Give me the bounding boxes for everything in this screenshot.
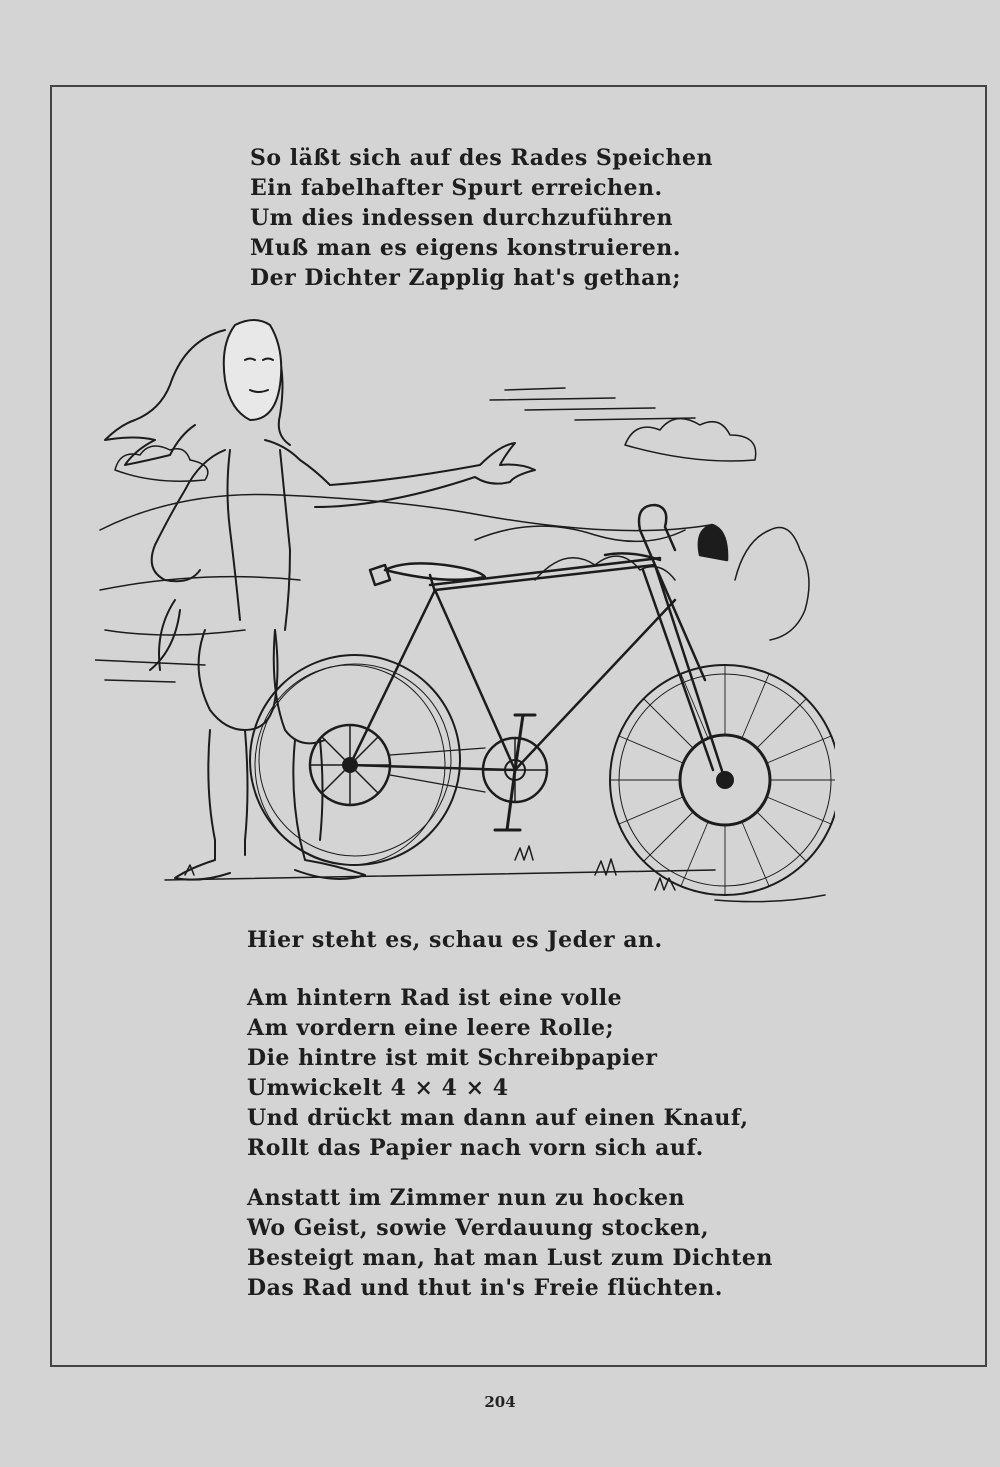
page-number: 204 (484, 1393, 516, 1411)
bicycle-frame (350, 505, 727, 780)
stanza-3 (247, 983, 749, 1163)
verse-line: Und drückt man dann auf einen Knauf, (247, 1105, 749, 1131)
stanza-4 (247, 1183, 773, 1303)
verse-line: Am hintern Rad ist eine volle (247, 985, 623, 1011)
verse-line: Anstatt im Zimmer nun zu hocken (247, 1185, 685, 1211)
verse-line: Um dies indessen durchzuführen (250, 205, 673, 231)
stanza-1 (250, 143, 713, 293)
chainring (390, 715, 547, 830)
grass (165, 846, 825, 902)
verse-line: Wo Geist, sowie Verdauung stocken, (247, 1215, 710, 1241)
verse-line: Hier steht es, schau es Jeder an. (247, 927, 663, 953)
stanza-2 (247, 925, 663, 955)
poet-figure (105, 320, 535, 880)
verse-line: Der Dichter Zapplig hat's gethan; (250, 265, 681, 291)
verse-line: Die hintre ist mit Schreibpapier (247, 1045, 658, 1071)
poet-bicycle-illustration (95, 300, 835, 920)
verse-line: Muß man es eigens konstruieren. (250, 235, 681, 261)
verse-line: Besteigt man, hat man Lust zum Dichten (247, 1245, 773, 1271)
verse-line: Das Rad und thut in's Freie flüchten. (247, 1275, 723, 1301)
rear-wheel (250, 655, 460, 865)
front-wheel (610, 665, 835, 895)
verse-line: So läßt sich auf des Rades Speichen (250, 145, 713, 171)
verse-line: Umwickelt 4 × 4 × 4 (247, 1075, 509, 1101)
sky-lines (490, 388, 695, 420)
verse-line: Rollt das Papier nach vorn sich auf. (247, 1135, 704, 1161)
verse-line: Am vordern eine leere Rolle; (247, 1015, 615, 1041)
verse-line: Ein fabelhafter Spurt erreichen. (250, 175, 663, 201)
